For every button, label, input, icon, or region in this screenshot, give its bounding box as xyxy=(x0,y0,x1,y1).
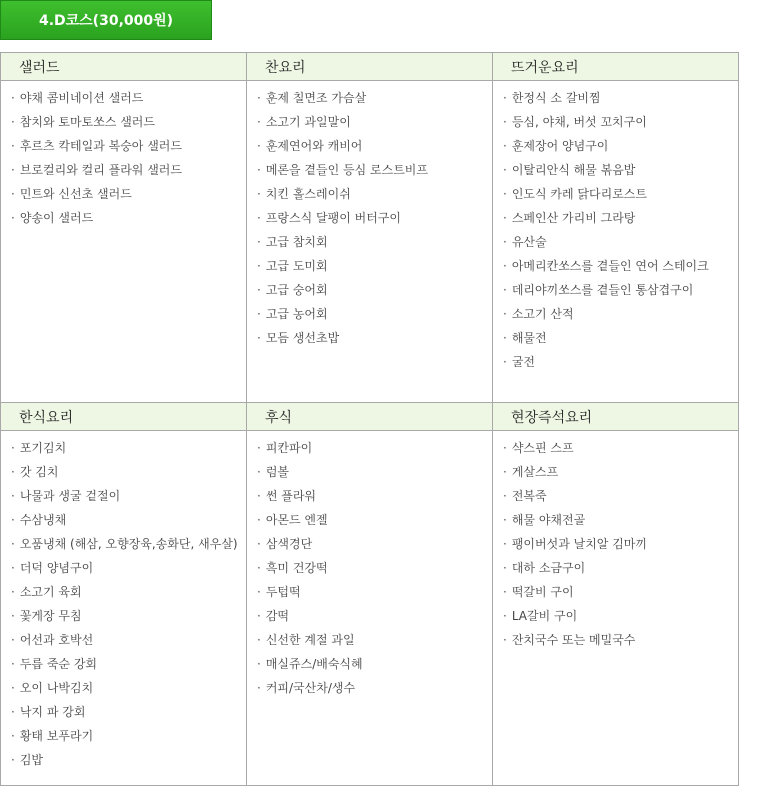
menu-item: · 소고기 육회 xyxy=(11,583,246,607)
menu-item: · 메론을 곁들인 등심 로스트비프 xyxy=(257,161,492,185)
menu-item: · 등심, 야채, 버섯 꼬치구이 xyxy=(503,113,738,137)
menu-item: · 감떡 xyxy=(257,607,492,631)
menu-item: · 떡갈비 구이 xyxy=(503,583,738,607)
item-list xyxy=(11,439,246,775)
item-list xyxy=(257,439,492,703)
section-heading-salad: 샐러드 xyxy=(1,53,247,81)
menu-item: · 고급 농어회 xyxy=(257,305,492,329)
section-dessert xyxy=(247,431,493,786)
menu-item: · 모듬 생선초밥 xyxy=(257,329,492,353)
menu-item: · 민트와 신선초 샐러드 xyxy=(11,185,246,209)
menu-item: · 매실쥬스/배숙식혜 xyxy=(257,655,492,679)
menu-item: · 아메리칸쏘스를 곁들인 연어 스테이크 xyxy=(503,257,738,281)
menu-item: · 유산술 xyxy=(503,233,738,257)
menu-item: · 나물과 생굴 겉절이 xyxy=(11,487,246,511)
header-row xyxy=(1,53,739,81)
menu-item: · 어선과 호박선 xyxy=(11,631,246,655)
course-title: 4.D코스(30,000원) xyxy=(0,0,212,40)
menu-item: · 훈제연어와 캐비어 xyxy=(257,137,492,161)
menu-item: · 프랑스식 달팽이 버터구이 xyxy=(257,209,492,233)
menu-item: · 한정식 소 갈비찜 xyxy=(503,89,738,113)
item-list xyxy=(503,439,738,655)
menu-item: · 이탈리안식 해물 볶음밥 xyxy=(503,161,738,185)
menu-item: · 참치와 토마토쏘스 샐러드 xyxy=(11,113,246,137)
menu-item: · 팽이버섯과 날치알 김마끼 xyxy=(503,535,738,559)
menu-item: · 수삼냉채 xyxy=(11,511,246,535)
menu-item: · 갓 김치 xyxy=(11,463,246,487)
menu-item: · 훈제장어 양념구이 xyxy=(503,137,738,161)
menu-item: · 전복죽 xyxy=(503,487,738,511)
items-row xyxy=(1,81,739,403)
menu-item: · 굴전 xyxy=(503,353,738,377)
menu-item: · 두릅 죽순 강회 xyxy=(11,655,246,679)
section-hot-dishes xyxy=(493,81,739,403)
item-list xyxy=(503,89,738,377)
menu-item: · 오이 나박김치 xyxy=(11,679,246,703)
menu-item: · 데리야끼쏘스를 곁들인 통삼겹구이 xyxy=(503,281,738,305)
menu-item: · 양송이 샐러드 xyxy=(11,209,246,233)
menu-item: · 두텁떡 xyxy=(257,583,492,607)
menu-item: · 고급 도미회 xyxy=(257,257,492,281)
menu-item: · 흑미 건강떡 xyxy=(257,559,492,583)
menu-item: · 소고기 산적 xyxy=(503,305,738,329)
menu-item: · 야채 콤비네이션 샐러드 xyxy=(11,89,246,113)
section-heading-cold-dishes: 찬요리 xyxy=(247,53,493,81)
menu-item: · LA갈비 구이 xyxy=(503,607,738,631)
section-heading-korean: 한식요리 xyxy=(1,403,247,431)
menu-item: · 후르츠 칵테일과 복숭아 샐러드 xyxy=(11,137,246,161)
menu-item: · 고급 숭어회 xyxy=(257,281,492,305)
menu-item: · 김밥 xyxy=(11,751,246,775)
menu-item: · 더덕 양념구이 xyxy=(11,559,246,583)
menu-item: · 피칸파이 xyxy=(257,439,492,463)
menu-item: · 스페인산 가리비 그라탕 xyxy=(503,209,738,233)
menu-item: · 해물전 xyxy=(503,329,738,353)
menu-item: · 오품냉채 (해삼, 오향장육,송화단, 새우살) xyxy=(11,535,246,559)
menu-table xyxy=(0,52,739,786)
menu-item: · 소고기 과일말이 xyxy=(257,113,492,137)
menu-item: · 해물 야채전골 xyxy=(503,511,738,535)
menu-item: · 낙지 파 강회 xyxy=(11,703,246,727)
item-list xyxy=(11,89,246,233)
menu-item: · 삼색경단 xyxy=(257,535,492,559)
section-heading-dessert: 후식 xyxy=(247,403,493,431)
menu-item: · 샥스핀 스프 xyxy=(503,439,738,463)
menu-item: · 고급 참치회 xyxy=(257,233,492,257)
section-korean xyxy=(1,431,247,786)
section-cold-dishes xyxy=(247,81,493,403)
menu-item: · 치킨 홀스레이쉬 xyxy=(257,185,492,209)
section-heading-live-cooking: 현장즉석요리 xyxy=(493,403,739,431)
section-live-cooking xyxy=(493,431,739,786)
item-list xyxy=(257,89,492,353)
menu-item: · 브로컬리와 컬리 플라워 샐러드 xyxy=(11,161,246,185)
menu-item: · 포기김치 xyxy=(11,439,246,463)
menu-item: · 인도식 카레 닭다리로스트 xyxy=(503,185,738,209)
menu-item: · 신선한 계절 과일 xyxy=(257,631,492,655)
menu-item: · 아몬드 엔젤 xyxy=(257,511,492,535)
menu-item: · 커피/국산차/생수 xyxy=(257,679,492,703)
menu-item: · 잔치국수 또는 메밀국수 xyxy=(503,631,738,655)
menu-item: · 대하 소금구이 xyxy=(503,559,738,583)
menu-item: · 럼볼 xyxy=(257,463,492,487)
menu-item: · 꽃게장 무침 xyxy=(11,607,246,631)
menu-item: · 게살스프 xyxy=(503,463,738,487)
menu-item: · 썬 플라워 xyxy=(257,487,492,511)
header-row xyxy=(1,403,739,431)
section-salad xyxy=(1,81,247,403)
section-heading-hot-dishes: 뜨거운요리 xyxy=(493,53,739,81)
items-row xyxy=(1,431,739,786)
menu-item: · 황태 보푸라기 xyxy=(11,727,246,751)
menu-item: · 훈제 칠면조 가슴살 xyxy=(257,89,492,113)
